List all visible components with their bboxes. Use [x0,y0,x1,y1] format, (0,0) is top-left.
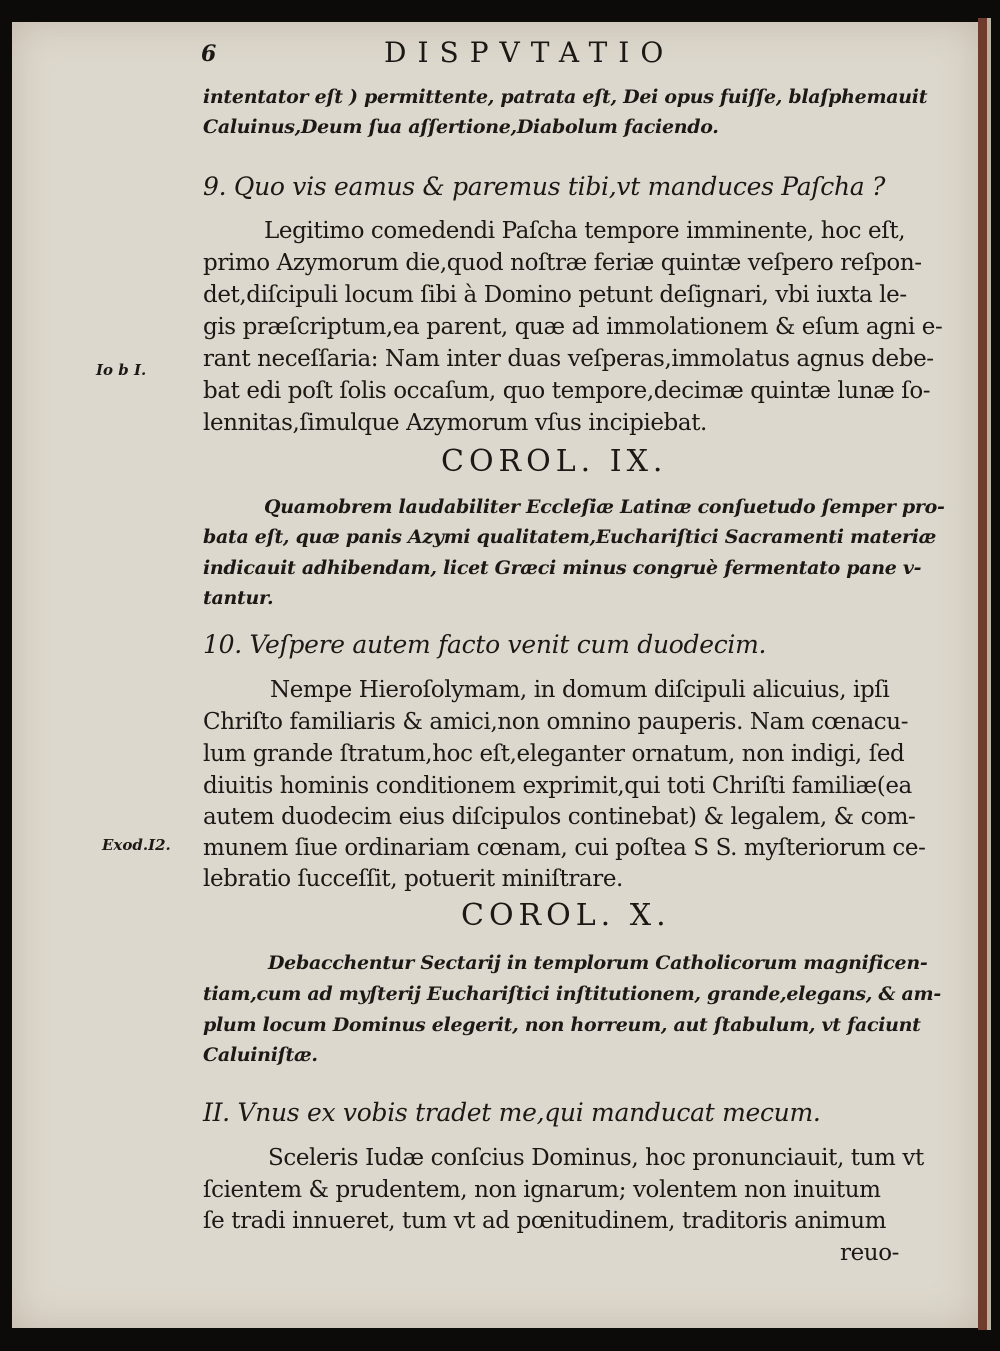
book-edge [978,18,987,1330]
text-line: autem duodecim eius diſcipulos continebat) & legalem, & com- [203,804,916,830]
book-edge-outer [987,18,991,1330]
text-line: Caluiniſtæ. [203,1044,318,1066]
text-line: bat edi poſt ſolis occaſum, quo tempore,decimæ quintæ lunæ ſo- [203,378,931,404]
text-line: indicauit adhibendam, licet Græci minus congruè fermentato pane v- [203,557,922,579]
verse-heading-9: 9. Quo vis eamus & paremus tibi,vt manduces Paſcha ? [203,172,886,201]
text-line: ſe tradi innueret, tum vt ad pœnitudinem, traditoris animum [203,1208,887,1234]
text-line: lum grande ſtratum,hoc eſt,eleganter ornatum, non indigi, ſed [203,741,905,767]
text-line: tantur. [203,587,274,609]
running-header: DISPVTATIO [384,36,675,69]
text-line: gis præſcriptum,ea parent, quæ ad immolationem & eſum agni e- [203,314,943,340]
text-line: Nempe Hieroſolymam, in domum diſcipuli alicuius, ipſi [270,677,890,703]
text-line: tiam,cum ad myſterij Euchariſtici inſtitutionem, grande,elegans, & am- [203,983,941,1005]
text-line: lebratio ſucceſſit, potuerit miniſtrare. [203,866,623,892]
page-number: 6 [201,41,217,67]
margin-note-exod: Exod.I2. [102,836,171,854]
catchword: reuo- [840,1240,900,1266]
text-line: Chriſto familiaris & amici,non omnino pauperis. Nam cœnacu- [203,709,909,735]
text-line: Caluinus,Deum ſua aſſertione,Diabolum faciendo. [203,116,719,138]
text-line: intentator eſt ) permittente, patrata eſt, Dei opus fuiſſe, blaſphemauit [203,86,928,108]
text-line: lennitas,ſimulque Azymorum vſus incipiebat. [203,410,707,436]
text-line: Legitimo comedendi Paſcha tempore imminente, hoc eſt, [264,218,906,244]
text-line: diuitis hominis conditionem exprimit,qui toti Chriſti familiæ(ea [203,773,912,799]
verse-heading-10: 10. Veſpere autem facto venit cum duodecim. [203,630,767,659]
text-line: Quamobrem laudabiliter Eccleſiæ Latinæ conſuetudo ſemper pro- [264,496,945,518]
text-line: Debacchentur Sectarij in templorum Catholicorum magnificen- [268,952,928,974]
verse-heading-11: II. Vnus ex vobis tradet me,qui manducat mecum. [203,1098,821,1127]
text-line: plum locum Dominus elegerit, non horreum, aut ſtabulum, vt faciunt [203,1014,921,1036]
text-line: bata eſt, quæ panis Azymi qualitatem,Euchariſtici Sacramenti materiæ [203,526,937,548]
text-line: rant neceſſaria: Nam inter duas veſperas,immolatus agnus debe- [203,346,934,372]
text-line: Sceleris Iudæ conſcius Dominus, hoc pronunciauit, tum vt [268,1145,924,1171]
corollary-heading-9: COROL. IX. [441,444,668,479]
text-line: ſcientem & prudentem, non ignarum; volentem non inuitum [203,1177,881,1203]
text-line: munem ſiue ordinariam cœnam, cui poſtea S S. myſteriorum ce- [203,835,926,861]
text-line: det,diſcipuli locum ſibi à Domino petunt deſignari, vbi iuxta le- [203,282,907,308]
text-line: primo Azymorum die,quod noſtræ feriæ quintæ veſpero reſpon- [203,250,922,276]
margin-note-tob: Io b I. [96,361,147,379]
corollary-heading-10: COROL. X. [461,898,671,933]
